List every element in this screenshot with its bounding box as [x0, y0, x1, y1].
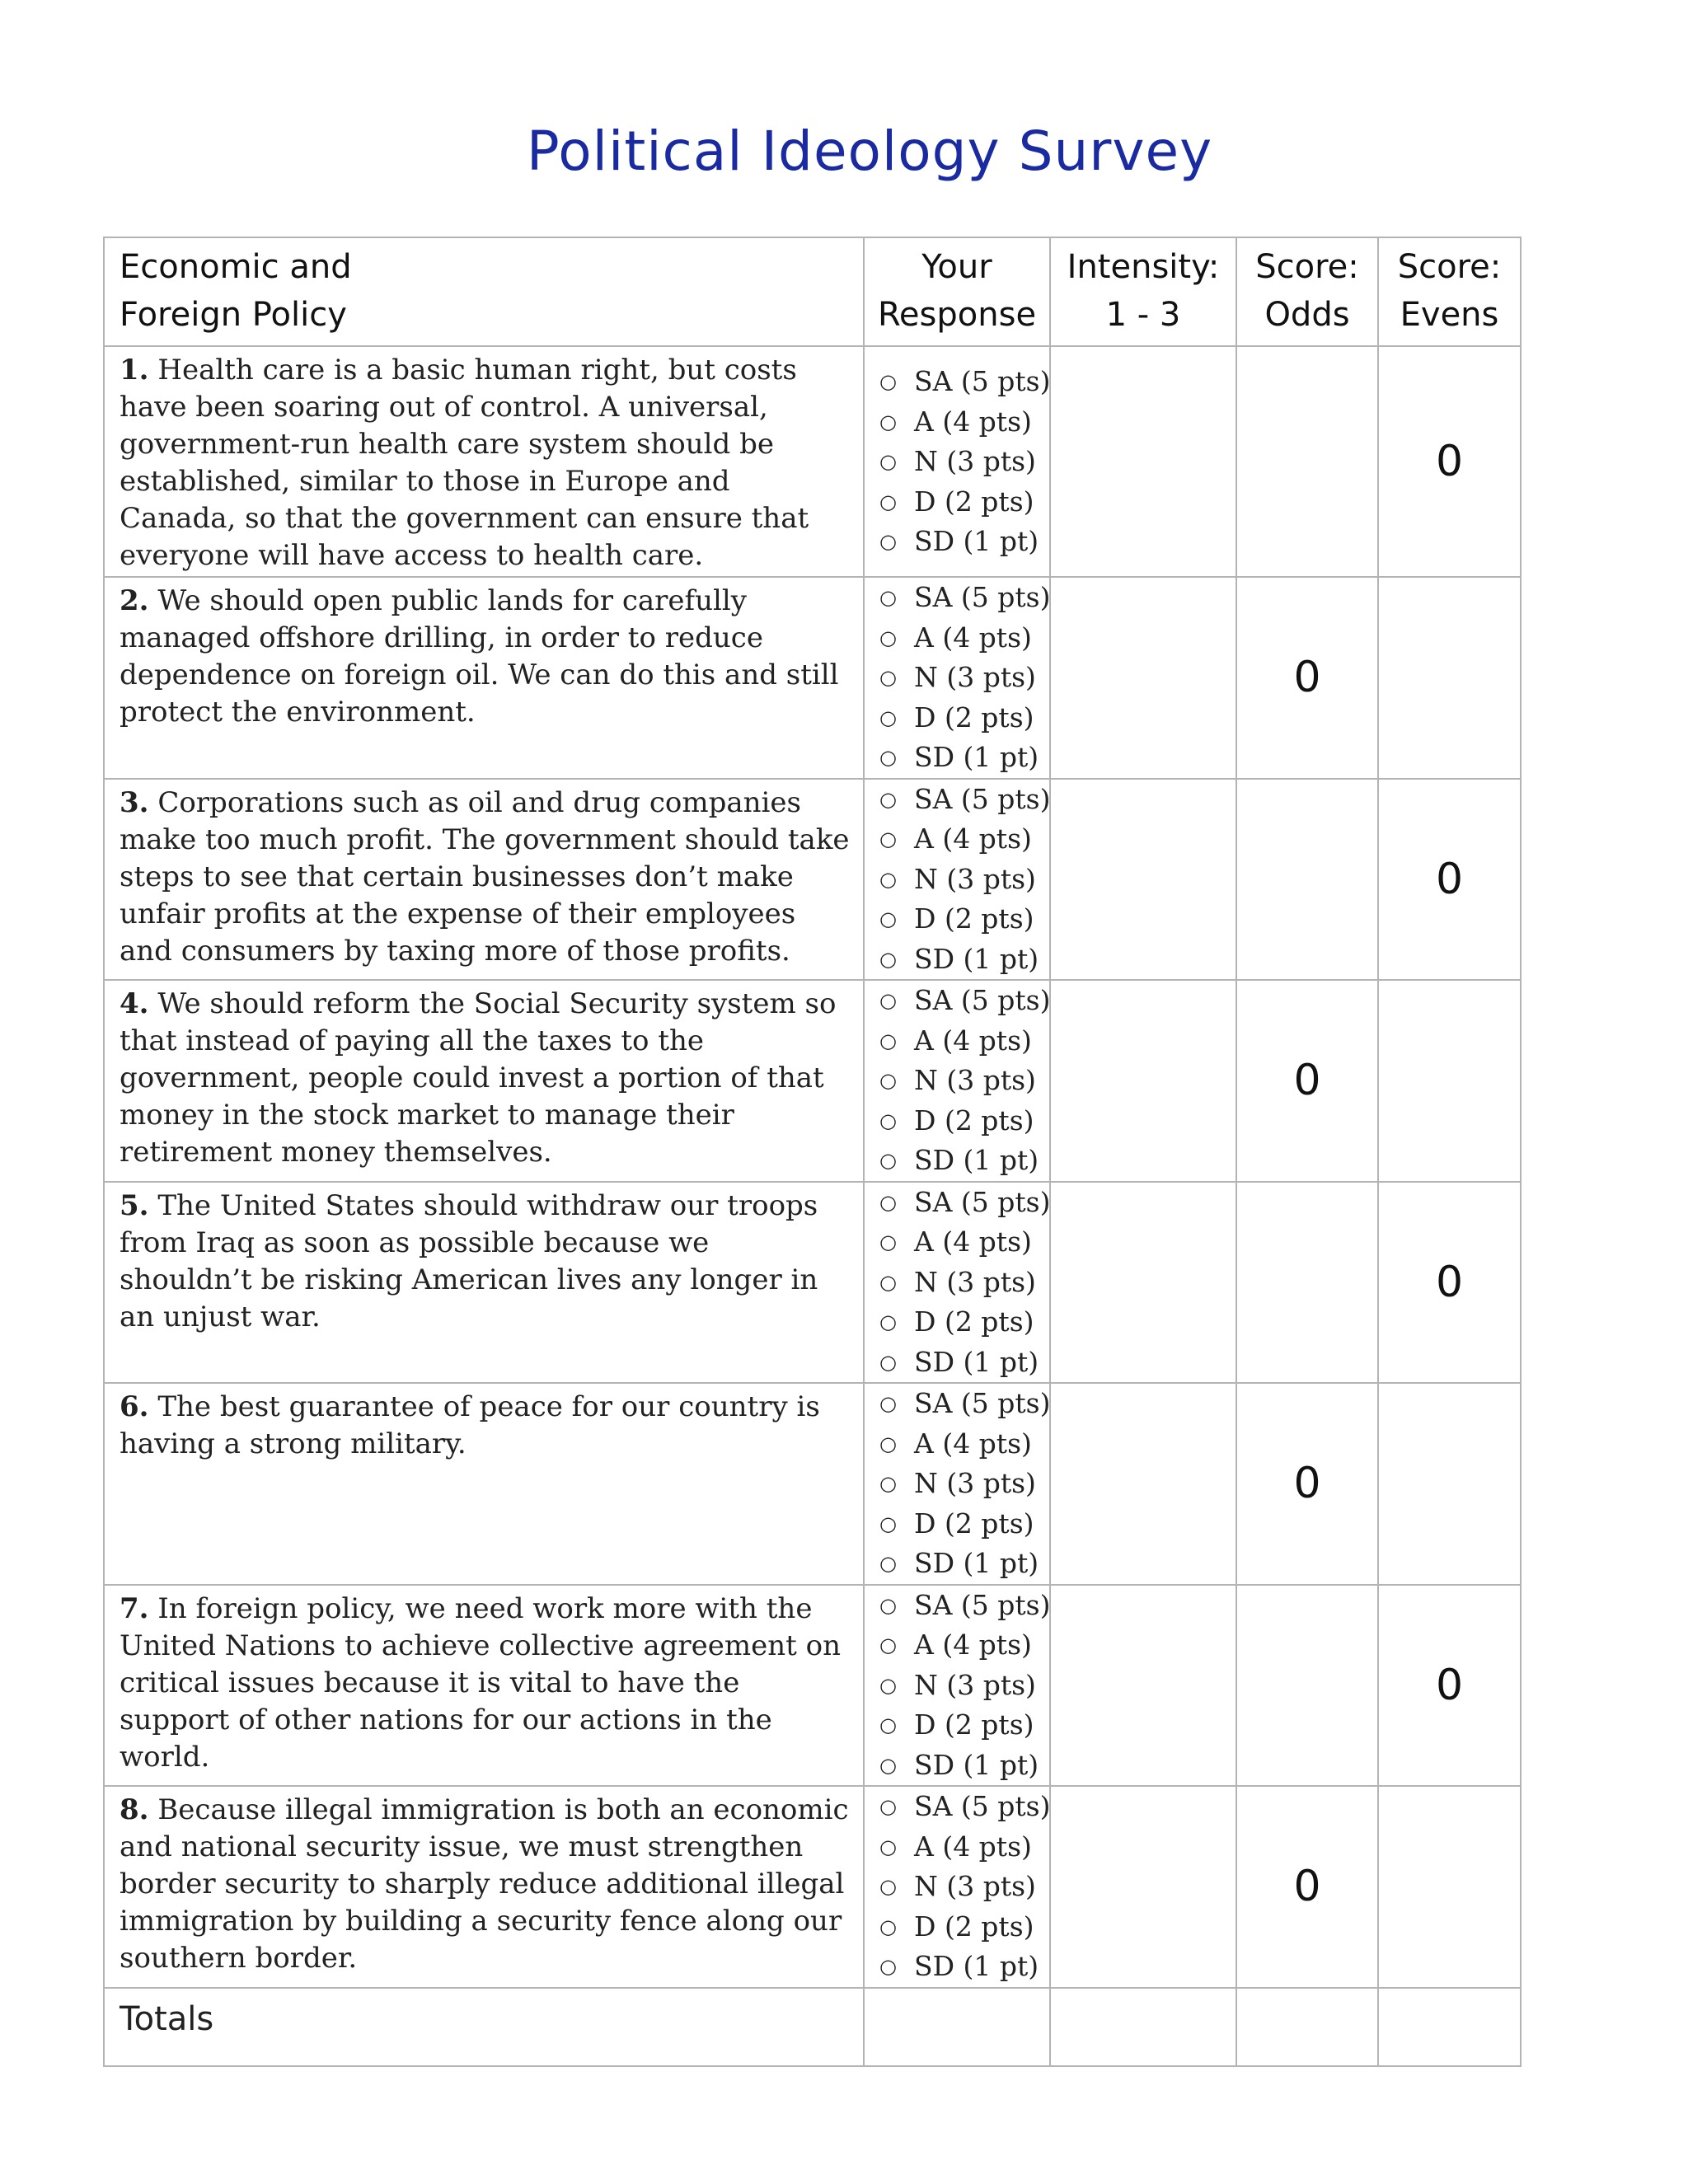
header-intensity-line1: Intensity: — [1067, 248, 1220, 286]
score-odds-cell — [1236, 1182, 1378, 1384]
response-option[interactable] — [879, 899, 1049, 940]
response-option-label: SA (5 pts) — [914, 581, 1051, 613]
response-option[interactable] — [879, 1141, 1049, 1181]
header-intensity — [1050, 237, 1236, 346]
header-category-line1: Economic and — [120, 248, 352, 286]
header-odds-line1: Score: — [1255, 248, 1359, 286]
score-evens-cell — [1378, 980, 1521, 1182]
header-odds-line2: Odds — [1264, 296, 1350, 334]
intensity-cell[interactable] — [1050, 980, 1236, 1182]
response-option[interactable] — [879, 940, 1049, 980]
radio-circle-icon[interactable]: ○ — [879, 787, 897, 811]
radio-circle-icon[interactable]: ○ — [879, 1108, 897, 1132]
question-text: We should reform the Social Security system so that instead of paying all the taxes to the government, people could invest a portion of that money in the stock market to manage their retirement money themselves. — [120, 987, 837, 1169]
question-text-cell — [104, 577, 864, 779]
response-option-label: N (3 pts) — [914, 1467, 1036, 1499]
response-options — [865, 1384, 1049, 1584]
radio-circle-icon[interactable]: ○ — [879, 947, 897, 971]
response-options — [865, 1183, 1049, 1383]
intensity-cell[interactable] — [1050, 1786, 1236, 1988]
response-option-label: N (3 pts) — [914, 862, 1036, 895]
response-option-label: SA (5 pts) — [914, 1387, 1051, 1419]
question-row — [104, 1786, 1521, 1988]
header-category — [104, 237, 864, 346]
radio-circle-icon[interactable]: ○ — [879, 1472, 897, 1495]
response-option[interactable] — [879, 1827, 1049, 1868]
response-option-label: N (3 pts) — [914, 661, 1036, 693]
response-option-label: SA (5 pts) — [914, 1790, 1051, 1822]
response-options-cell — [864, 1383, 1050, 1585]
response-option[interactable] — [879, 1302, 1049, 1343]
radio-circle-icon[interactable]: ○ — [879, 450, 897, 473]
question-text: The United States should withdraw our troops from Iraq as soon as possible because we shouldn’t be risking American lives any longer in an unjust war. — [120, 1188, 818, 1333]
response-option-label: A (4 pts) — [914, 621, 1032, 654]
question-number: 5. — [120, 1188, 149, 1222]
question-number: 8. — [120, 1793, 149, 1826]
response-options — [865, 1586, 1049, 1786]
totals-odds-cell — [1236, 1988, 1378, 2066]
response-option[interactable] — [879, 1947, 1049, 1987]
response-option-label: D (2 pts) — [914, 1708, 1034, 1741]
response-option[interactable] — [879, 1222, 1049, 1263]
response-option-label: SD (1 pt) — [914, 942, 1039, 975]
response-option[interactable] — [879, 1021, 1049, 1062]
question-number: 7. — [120, 1591, 149, 1625]
response-options-cell — [864, 577, 1050, 779]
response-option-label: SD (1 pt) — [914, 1345, 1039, 1378]
response-option-label: SD (1 pt) — [914, 1144, 1039, 1176]
question-text-cell — [104, 1585, 864, 1787]
intensity-cell[interactable] — [1050, 1585, 1236, 1787]
response-option[interactable] — [879, 780, 1049, 820]
header-response-line2: Response — [877, 296, 1037, 334]
response-option[interactable] — [879, 578, 1049, 618]
survey-table — [103, 237, 1522, 2067]
question-number: 6. — [120, 1390, 149, 1423]
response-option[interactable] — [879, 1343, 1049, 1383]
radio-circle-icon[interactable]: ○ — [879, 1713, 897, 1736]
question-number: 2. — [120, 584, 149, 617]
score-evens-cell: 0 — [1378, 1585, 1521, 1787]
response-option-label: D (2 pts) — [914, 1910, 1034, 1943]
radio-circle-icon[interactable]: ○ — [879, 989, 897, 1012]
totals-intensity-cell[interactable] — [1050, 1988, 1236, 2066]
response-options-cell — [864, 346, 1050, 577]
response-option-label: D (2 pts) — [914, 1104, 1034, 1137]
radio-circle-icon[interactable]: ○ — [879, 1795, 897, 1818]
radio-circle-icon[interactable]: ○ — [879, 1149, 897, 1172]
intensity-cell[interactable] — [1050, 779, 1236, 981]
question-row — [104, 1383, 1521, 1585]
response-option-label: N (3 pts) — [914, 1064, 1036, 1096]
response-options — [865, 1787, 1049, 1987]
response-options — [865, 780, 1049, 980]
radio-circle-icon[interactable]: ○ — [879, 1350, 897, 1374]
response-options-cell — [864, 1585, 1050, 1787]
radio-circle-icon[interactable]: ○ — [879, 867, 897, 891]
response-option-label: A (4 pts) — [914, 1830, 1032, 1863]
totals-evens-cell — [1378, 1988, 1521, 2066]
question-number: 1. — [120, 354, 149, 387]
question-number: 4. — [120, 987, 149, 1020]
score-evens-cell: 0 — [1378, 1182, 1521, 1384]
response-option[interactable] — [879, 1544, 1049, 1584]
radio-circle-icon[interactable]: ○ — [879, 1753, 897, 1777]
question-row — [104, 779, 1521, 981]
radio-circle-icon[interactable]: ○ — [879, 1069, 897, 1092]
score-odds-cell: 0 — [1236, 1786, 1378, 1988]
page-title: Political Ideology Survey — [526, 120, 1213, 183]
response-option[interactable] — [879, 860, 1049, 900]
response-option[interactable] — [879, 1746, 1049, 1786]
intensity-cell[interactable] — [1050, 1182, 1236, 1384]
radio-circle-icon[interactable]: ○ — [879, 666, 897, 689]
intensity-cell[interactable] — [1050, 346, 1236, 577]
score-evens-cell: 0 — [1378, 346, 1521, 577]
header-score-evens — [1378, 237, 1521, 346]
header-score-odds — [1236, 237, 1378, 346]
radio-circle-icon[interactable]: ○ — [879, 1511, 897, 1535]
response-option[interactable] — [879, 1384, 1049, 1424]
radio-circle-icon[interactable]: ○ — [879, 705, 897, 729]
response-option-label: SA (5 pts) — [914, 1588, 1051, 1621]
radio-circle-icon[interactable]: ○ — [879, 827, 897, 851]
response-option-label: D (2 pts) — [914, 1305, 1034, 1338]
radio-circle-icon[interactable]: ○ — [879, 1029, 897, 1052]
score-odds-cell: 0 — [1236, 980, 1378, 1182]
question-text-cell — [104, 1383, 864, 1585]
response-option[interactable] — [879, 1907, 1049, 1947]
response-option[interactable] — [879, 1464, 1049, 1504]
response-option-label: A (4 pts) — [914, 1629, 1032, 1661]
response-option-label: SD (1 pt) — [914, 1547, 1039, 1579]
question-text: Corporations such as oil and drug companies make too much profit. The government should take steps to see that certain businesses don’t make unfair profits at the expense of their employees and consumers by taxing more of those profits. — [120, 785, 850, 968]
response-option[interactable] — [879, 819, 1049, 860]
response-option[interactable] — [879, 1625, 1049, 1666]
radio-circle-icon[interactable]: ○ — [879, 370, 897, 393]
response-option-label: SD (1 pt) — [914, 1748, 1039, 1781]
score-evens-cell — [1378, 1786, 1521, 1988]
response-option-label: SD (1 pt) — [914, 741, 1039, 773]
response-options-cell — [864, 1182, 1050, 1384]
radio-circle-icon[interactable]: ○ — [879, 490, 897, 513]
question-row — [104, 346, 1521, 577]
response-option-label: A (4 pts) — [914, 405, 1032, 438]
response-option-label: A (4 pts) — [914, 823, 1032, 855]
header-evens-line2: Evens — [1400, 296, 1499, 334]
radio-circle-icon[interactable]: ○ — [879, 1835, 897, 1858]
response-option-label: A (4 pts) — [914, 1226, 1032, 1258]
radio-circle-icon[interactable]: ○ — [879, 746, 897, 769]
header-row — [104, 237, 1521, 346]
response-option[interactable] — [879, 1666, 1049, 1706]
response-option[interactable] — [879, 1183, 1049, 1223]
question-row — [104, 1585, 1521, 1787]
score-odds-cell — [1236, 346, 1378, 577]
intensity-cell[interactable] — [1050, 577, 1236, 779]
response-option-label: N (3 pts) — [914, 1668, 1036, 1701]
response-option-label: A (4 pts) — [914, 1427, 1032, 1460]
radio-circle-icon[interactable]: ○ — [879, 586, 897, 609]
score-evens-cell — [1378, 577, 1521, 779]
response-option-label: SA (5 pts) — [914, 365, 1051, 397]
radio-circle-icon[interactable]: ○ — [879, 1230, 897, 1254]
radio-circle-icon[interactable]: ○ — [879, 626, 897, 649]
response-option-label: A (4 pts) — [914, 1024, 1032, 1057]
score-odds-cell — [1236, 779, 1378, 981]
radio-circle-icon[interactable]: ○ — [879, 1270, 897, 1294]
question-row — [104, 577, 1521, 779]
question-text-cell — [104, 779, 864, 981]
intensity-cell[interactable] — [1050, 1383, 1236, 1585]
score-evens-cell: 0 — [1378, 779, 1521, 981]
question-text: The best guarantee of peace for our country is having a strong military. — [120, 1390, 820, 1460]
radio-circle-icon[interactable]: ○ — [879, 530, 897, 553]
score-odds-cell: 0 — [1236, 1383, 1378, 1585]
response-option[interactable] — [879, 981, 1049, 1021]
header-category-line2: Foreign Policy — [120, 296, 347, 334]
radio-circle-icon[interactable]: ○ — [879, 907, 897, 930]
response-options — [865, 578, 1049, 778]
question-text-cell — [104, 346, 864, 577]
response-option[interactable] — [879, 1424, 1049, 1465]
radio-circle-icon[interactable]: ○ — [879, 1673, 897, 1697]
response-option[interactable] — [879, 1787, 1049, 1827]
response-option[interactable] — [879, 402, 1049, 443]
response-option-label: N (3 pts) — [914, 1265, 1036, 1298]
response-option-label: SA (5 pts) — [914, 1185, 1051, 1218]
response-option-label: D (2 pts) — [914, 485, 1034, 518]
score-odds-cell — [1236, 1585, 1378, 1787]
radio-circle-icon[interactable]: ○ — [879, 1593, 897, 1617]
response-option[interactable] — [879, 1504, 1049, 1544]
radio-circle-icon[interactable]: ○ — [879, 1392, 897, 1415]
response-option[interactable] — [879, 362, 1049, 402]
response-option[interactable] — [879, 618, 1049, 658]
header-intensity-line2: 1 - 3 — [1105, 296, 1181, 334]
response-option[interactable] — [879, 1061, 1049, 1101]
totals-label: Totals — [104, 1988, 864, 2066]
radio-circle-icon[interactable]: ○ — [879, 1432, 897, 1455]
question-text: Because illegal immigration is both an economic and national security issue, we must strengthen border security to sharply reduce additional illegal immigration by building a security fence along our southern border. — [120, 1793, 849, 1975]
radio-circle-icon[interactable]: ○ — [879, 1633, 897, 1657]
question-row — [104, 980, 1521, 1182]
response-option[interactable] — [879, 1586, 1049, 1626]
totals-response-cell — [864, 1988, 1050, 2066]
response-option[interactable] — [879, 658, 1049, 698]
response-options-cell — [864, 1786, 1050, 1988]
response-option[interactable] — [879, 442, 1049, 482]
radio-circle-icon[interactable]: ○ — [879, 1190, 897, 1214]
totals-row — [104, 1988, 1521, 2066]
response-option[interactable] — [879, 698, 1049, 738]
question-text: We should open public lands for carefully managed offshore drilling, in order to reduce dependence on foreign oil. We can do this and still protect the environment. — [120, 584, 839, 729]
header-response — [864, 237, 1050, 346]
response-option[interactable] — [879, 1705, 1049, 1746]
question-number: 3. — [120, 785, 149, 819]
response-options — [865, 362, 1049, 562]
radio-circle-icon[interactable]: ○ — [879, 1915, 897, 1938]
question-text-cell — [104, 1786, 864, 1988]
response-option[interactable] — [879, 738, 1049, 778]
question-text-cell — [104, 980, 864, 1182]
radio-circle-icon[interactable]: ○ — [879, 1955, 897, 1978]
response-option-label: SD (1 pt) — [914, 1950, 1039, 1982]
radio-circle-icon[interactable]: ○ — [879, 1310, 897, 1333]
response-option-label: N (3 pts) — [914, 1870, 1036, 1902]
response-options-cell — [864, 980, 1050, 1182]
response-options-cell — [864, 779, 1050, 981]
question-row — [104, 1182, 1521, 1384]
response-option[interactable] — [879, 482, 1049, 523]
response-option-label: D (2 pts) — [914, 902, 1034, 935]
response-option-label: N (3 pts) — [914, 445, 1036, 477]
response-option-label: D (2 pts) — [914, 701, 1034, 733]
response-option[interactable] — [879, 1263, 1049, 1303]
radio-circle-icon[interactable]: ○ — [879, 410, 897, 434]
response-options — [865, 981, 1049, 1181]
header-response-line1: Your — [921, 248, 992, 286]
question-text: Health care is a basic human right, but costs have been soaring out of control. A universal, government-run health care system should be established, similar to those in Europe and Canada, so that the government can ensure that everyone will have access to health care. — [120, 354, 809, 572]
question-text-cell — [104, 1182, 864, 1384]
question-text: In foreign policy, we need work more with the United Nations to achieve collective agreement on critical issues because it is vital to have the support of other nations for our actions in the world. — [120, 1591, 841, 1774]
response-option[interactable] — [879, 1867, 1049, 1907]
score-odds-cell: 0 — [1236, 577, 1378, 779]
score-evens-cell — [1378, 1383, 1521, 1585]
header-evens-line1: Score: — [1397, 248, 1502, 286]
response-option-label: D (2 pts) — [914, 1507, 1034, 1540]
response-option[interactable] — [879, 1101, 1049, 1141]
radio-circle-icon[interactable]: ○ — [879, 1875, 897, 1898]
response-option-label: SA (5 pts) — [914, 782, 1051, 815]
response-option-label: SD (1 pt) — [914, 525, 1039, 557]
response-option[interactable] — [879, 522, 1049, 562]
radio-circle-icon[interactable]: ○ — [879, 1552, 897, 1575]
response-option-label: SA (5 pts) — [914, 984, 1051, 1016]
